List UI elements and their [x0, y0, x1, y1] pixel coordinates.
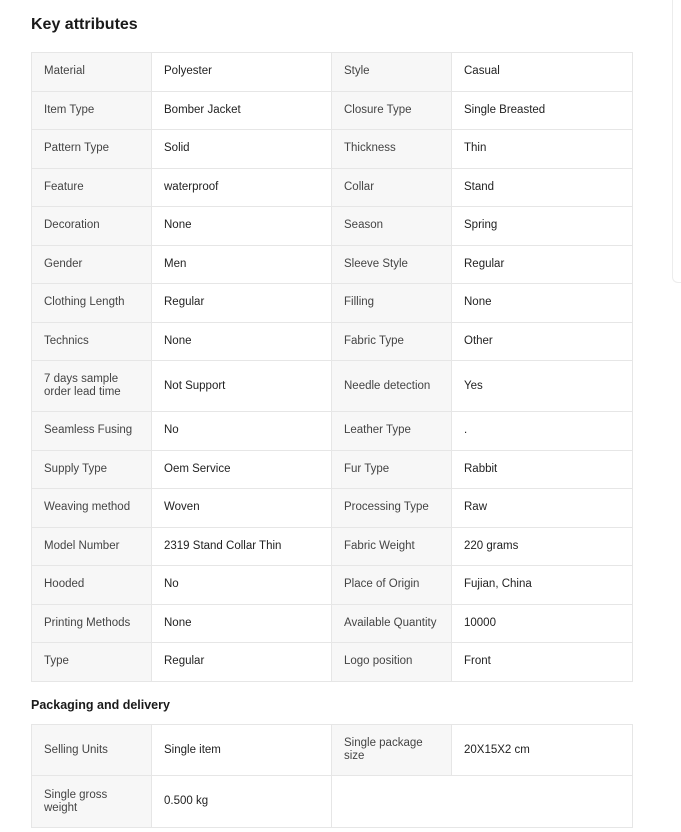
key-attributes-title: Key attributes — [31, 16, 138, 33]
attribute-label: Collar — [332, 168, 452, 207]
attribute-row — [32, 604, 633, 643]
attribute-value: 0.500 kg — [152, 776, 332, 828]
attribute-label: Leather Type — [332, 412, 452, 451]
attribute-label: 7 days sample order lead time — [32, 361, 152, 412]
attribute-label: Available Quantity — [332, 604, 452, 643]
attribute-value: Bomber Jacket — [152, 91, 332, 130]
attribute-row — [32, 53, 633, 92]
attribute-label: Style — [332, 53, 452, 92]
attribute-value: None — [152, 207, 332, 246]
attribute-value: Woven — [152, 489, 332, 528]
attribute-label: Type — [32, 643, 152, 682]
attribute-value: None — [152, 604, 332, 643]
attribute-label: Thickness — [332, 130, 452, 169]
attribute-value: None — [152, 322, 332, 361]
attribute-label: Decoration — [32, 207, 152, 246]
attribute-label: Printing Methods — [32, 604, 152, 643]
attribute-value: 2319 Stand Collar Thin — [152, 527, 332, 566]
attribute-label: Closure Type — [332, 91, 452, 130]
attribute-row — [32, 207, 633, 246]
attribute-label: Processing Type — [332, 489, 452, 528]
attribute-label: Fur Type — [332, 450, 452, 489]
attribute-row — [32, 566, 633, 605]
attribute-row — [32, 489, 633, 528]
attribute-value: Rabbit — [452, 450, 633, 489]
attribute-label: Weaving method — [32, 489, 152, 528]
attribute-label: Logo position — [332, 643, 452, 682]
attribute-value: Single Breasted — [452, 91, 633, 130]
empty-cell — [332, 776, 633, 828]
attribute-value: Regular — [152, 284, 332, 323]
attribute-row — [32, 361, 633, 412]
attribute-value: Thin — [452, 130, 633, 169]
attribute-label: Model Number — [32, 527, 152, 566]
attribute-label: Season — [332, 207, 452, 246]
attribute-row — [32, 527, 633, 566]
attribute-label: Clothing Length — [32, 284, 152, 323]
attribute-value: Single item — [152, 725, 332, 776]
attribute-row — [32, 776, 633, 828]
attribute-row — [32, 168, 633, 207]
attribute-value: Casual — [452, 53, 633, 92]
attribute-label: Gender — [32, 245, 152, 284]
key-attributes-table — [31, 52, 633, 682]
attribute-label: Hooded — [32, 566, 152, 605]
packaging-delivery-title: Packaging and delivery — [31, 698, 170, 712]
attribute-row — [32, 91, 633, 130]
attribute-value: Spring — [452, 207, 633, 246]
attribute-value: waterproof — [152, 168, 332, 207]
attribute-label: Sleeve Style — [332, 245, 452, 284]
attribute-label: Selling Units — [32, 725, 152, 776]
attribute-label: Pattern Type — [32, 130, 152, 169]
attribute-value: Regular — [152, 643, 332, 682]
attribute-label: Single package size — [332, 725, 452, 776]
attribute-label: Item Type — [32, 91, 152, 130]
attribute-row — [32, 322, 633, 361]
attribute-label: Material — [32, 53, 152, 92]
attribute-value: None — [452, 284, 633, 323]
attribute-value: Yes — [452, 361, 633, 412]
attribute-value: Polyester — [152, 53, 332, 92]
attribute-value: Oem Service — [152, 450, 332, 489]
attribute-label: Supply Type — [32, 450, 152, 489]
side-panel-edge — [672, 0, 681, 283]
attribute-value: Men — [152, 245, 332, 284]
attribute-label: Needle detection — [332, 361, 452, 412]
attribute-value: 10000 — [452, 604, 633, 643]
attribute-row — [32, 725, 633, 776]
attribute-row — [32, 130, 633, 169]
attribute-label: Filling — [332, 284, 452, 323]
attribute-value: Stand — [452, 168, 633, 207]
attribute-row — [32, 450, 633, 489]
attribute-label: Fabric Type — [332, 322, 452, 361]
attribute-value: 20X15X2 cm — [452, 725, 633, 776]
attribute-value: Front — [452, 643, 633, 682]
attribute-label: Technics — [32, 322, 152, 361]
attribute-value: Fujian, China — [452, 566, 633, 605]
attribute-value: No — [152, 566, 332, 605]
attribute-value: . — [452, 412, 633, 451]
attribute-row — [32, 643, 633, 682]
attribute-value: Solid — [152, 130, 332, 169]
attribute-value: Not Support — [152, 361, 332, 412]
attribute-value: Other — [452, 322, 633, 361]
attribute-label: Fabric Weight — [332, 527, 452, 566]
attribute-value: No — [152, 412, 332, 451]
packaging-delivery-table — [31, 724, 633, 828]
attribute-value: 220 grams — [452, 527, 633, 566]
attribute-value: Regular — [452, 245, 633, 284]
attribute-row — [32, 412, 633, 451]
attribute-label: Feature — [32, 168, 152, 207]
attribute-row — [32, 284, 633, 323]
attribute-row — [32, 245, 633, 284]
attribute-value: Raw — [452, 489, 633, 528]
attribute-label: Place of Origin — [332, 566, 452, 605]
attribute-label: Single gross weight — [32, 776, 152, 828]
attribute-label: Seamless Fusing — [32, 412, 152, 451]
